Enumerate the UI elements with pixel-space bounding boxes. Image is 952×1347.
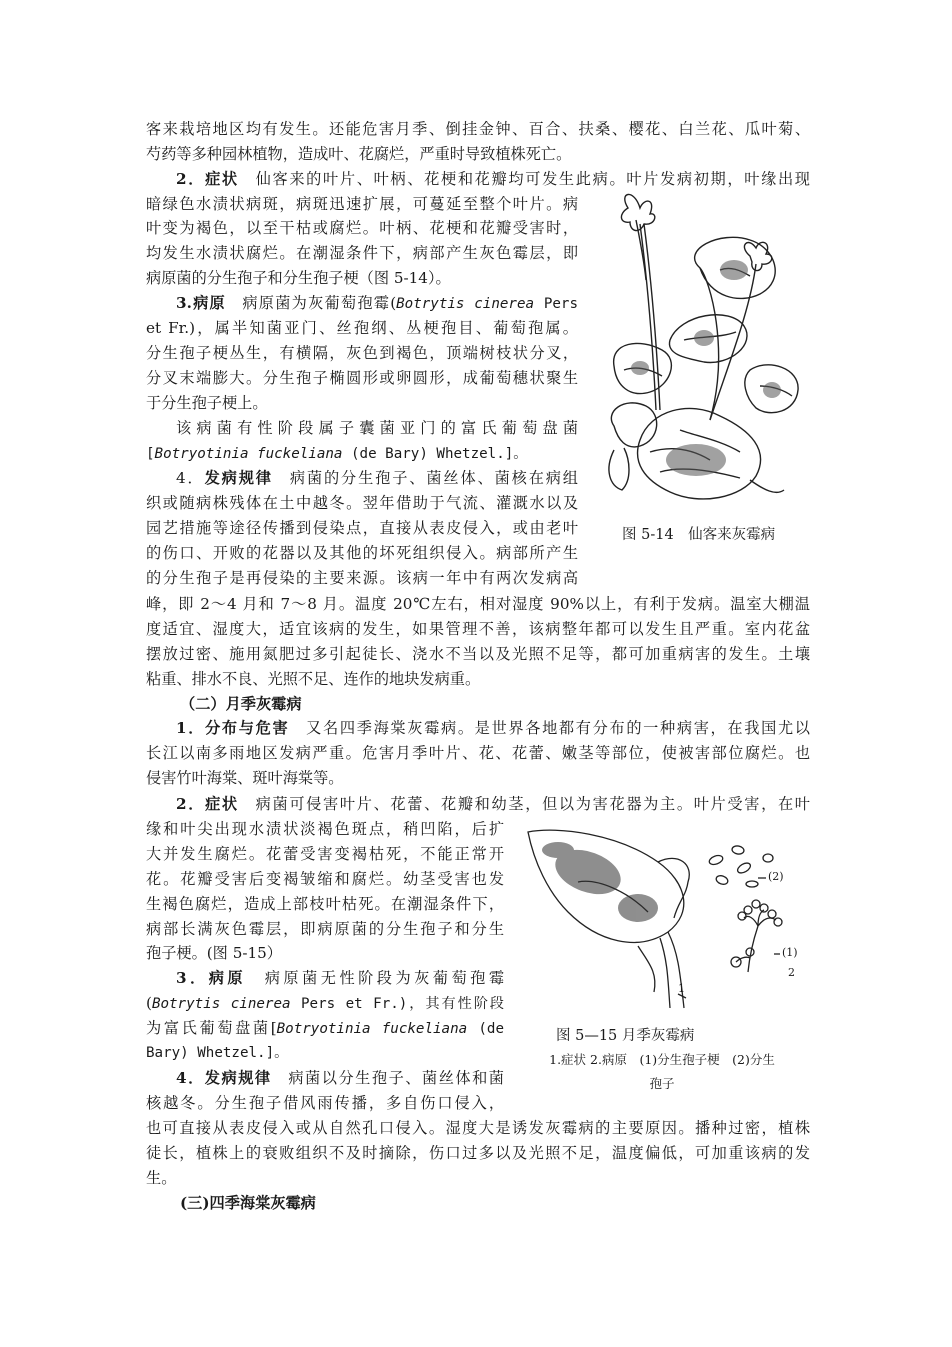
text-span: ( (146, 994, 152, 1012)
paragraph-line: 核越冬。分生孢子借风雨传播，多自伤口侵入， (146, 1094, 504, 1112)
paragraph-line: 粘重、排水不良、光照不足、连作的地块发病重。 (146, 670, 481, 688)
paragraph-line: 度适宜、湿度大，适宜该病的发生，如果管理不善，该病整年都可以发生且严重。室内花盆 (146, 620, 810, 638)
section-label: 3.病原 (176, 294, 226, 312)
paragraph-line: 均发生水渍状腐烂。在潮湿条件下，病部产生灰色霉层，即 (146, 244, 578, 262)
latin-name: Botryotinia fuckeliana (276, 1021, 468, 1037)
paragraph-line (146, 291, 578, 316)
text-span: [ (146, 446, 155, 462)
section-label: 2．症状 (176, 170, 239, 188)
paragraph-line (146, 792, 810, 816)
figure-label: (2) (768, 870, 784, 883)
figure-label: (1) (782, 946, 798, 959)
text-span: 病菌以分生孢子、菌丝体和菌 (271, 1069, 504, 1087)
section-label: 3．病原 (176, 969, 247, 987)
paragraph-line: 峰，即 2～4 月和 7～8 月。温度 20℃左右，相对湿度 90%以上，有利于发病。温室大棚温 (146, 595, 810, 613)
paragraph-line: 也可直接从表皮侵入或从自然孔口侵入。湿度大是诱发灰霉病的主要原因。播种过密，植株 (146, 1119, 810, 1137)
figure-label: 2 (788, 966, 795, 979)
paragraph-line: 客来栽培地区均有发生。还能危害月季、倒挂金钟、百合、扶桑、樱花、白兰花、瓜叶菊、 (146, 120, 810, 138)
section-label: 4．发病规律 (176, 1069, 272, 1087)
paragraph-line: 于分生孢子梗上。 (146, 394, 268, 412)
paragraph-line: 该病菌有性阶段属子囊菌亚门的富氏葡萄盘菌 (176, 419, 578, 437)
rose-gray-mold-illustration (518, 822, 808, 1018)
paragraph-line: 生。 (146, 1169, 177, 1187)
text-span: 仙客来的叶片、叶柄、花梗和花瓣均可发生此病。叶片发病初期，叶缘出现 (238, 170, 810, 188)
text-span: (de Bary) Whetzel.]。 (342, 446, 528, 462)
section-label: 2．症状 (176, 795, 239, 813)
text-span: 病原菌为灰葡萄孢霉( (225, 294, 397, 312)
section-label: 发病规律 (204, 469, 273, 487)
paragraph-line: 分叉末端膨大。分生孢子椭圆形或卵圆形，成葡萄穗状聚生 (146, 369, 578, 387)
paragraph-line: 大并发生腐烂。花蕾受害变褐枯死，不能正常开 (146, 845, 504, 863)
paragraph-line: 的分生孢子是再侵染的主要来源。该病一年中有两次发病高 (146, 569, 578, 587)
paragraph-line: 长江以南多雨地区发病严重。危害月季叶片、花、花蕾、嫩茎等部位，使被害部位腐烂。也 (146, 744, 810, 762)
paragraph-line: 侵害竹叶海棠、斑叶海棠等。 (146, 769, 344, 787)
paragraph-line: 生褐色腐烂，造成上部枝叶枯死。在潮湿条件下， (146, 895, 504, 913)
paragraph-line: 孢子梗。(图 5-15） (146, 944, 282, 962)
paragraph-line: 织或随病株残体在土中越冬。翌年借助于气流、灌溉水以及 (146, 494, 578, 512)
paragraph-line (146, 466, 578, 490)
latin-name: Botryotinia fuckeliana (154, 446, 343, 462)
section-label: 1．分布与危害 (176, 719, 290, 737)
paragraph-line: 园艺措施等途径传播到侵染点，直接从表皮侵入，或由老叶 (146, 519, 578, 537)
paragraph-line (146, 1066, 504, 1090)
paragraph-line: 缘和叶尖出现水渍状淡褐色斑点，稍凹陷，后扩 (146, 820, 504, 838)
text-span: (de (467, 1021, 504, 1037)
section-heading: (三)四季海棠灰霉病 (180, 1194, 316, 1212)
text-span: 病菌的分生孢子、菌丝体、菌核在病组 (272, 469, 578, 487)
figure-label: 1 (678, 982, 685, 995)
text-span: 病菌可侵害叶片、花蕾、花瓣和幼茎，但以为害花器为主。叶片受害，在叶 (238, 795, 810, 813)
text-span: 病原菌无性阶段为灰葡萄孢霉 (246, 969, 504, 987)
paragraph-line: 花。花瓣受害后变褐皱缩和腐烂。幼茎受害也发 (146, 870, 504, 888)
text-span: 为富氏葡萄盘菌[ (146, 1019, 277, 1037)
latin-name: Botrytis cinerea (151, 996, 291, 1012)
paragraph-line (146, 966, 504, 990)
paragraph-line: 分生孢子梗丛生，有横隔，灰色到褐色，顶端树枝状分叉， (146, 344, 578, 362)
text-span: Pers et Fr.)，其有性阶段 (290, 996, 504, 1012)
paragraph-line (146, 991, 504, 1016)
text-span: 4． (176, 469, 205, 487)
paragraph-line: 暗绿色水渍状病斑，病斑迅速扩展，可蔓延至整个叶片。病 (146, 195, 578, 213)
paragraph-line: 病部长满灰色霉层，即病原菌的分生孢子和分生 (146, 920, 504, 938)
latin-name: Botrytis cinerea (396, 296, 535, 312)
paragraph-line (146, 716, 810, 740)
paragraph-line: 的伤口、开败的花器以及其他的坏死组织侵入。病部所产生 (146, 544, 578, 562)
figure-subcaption: 1.症状 2.病原 (1)分生孢子梗 (2)分生 (549, 1052, 775, 1067)
section-heading: （二）月季灰霉病 (180, 695, 302, 713)
paragraph-line (146, 1016, 504, 1041)
figure-caption: 图 5—15 月季灰霉病 (556, 1028, 695, 1044)
paragraph-line: 病原菌的分生孢子和分生孢子梗（图 5-14）。 (146, 269, 451, 287)
paragraph-line (146, 167, 810, 191)
paragraph-line: 芍药等多种园林植物，造成叶、花腐烂，严重时导致植株死亡。 (146, 145, 572, 163)
text-span: Pers (534, 296, 578, 312)
paragraph-line: 叶变为褐色，以至干枯或腐烂。叶柄、花梗和花瓣受害时， (146, 219, 578, 237)
cyclamen-illustration (600, 190, 810, 510)
figure-caption: 图 5-14 仙客来灰霉病 (622, 527, 776, 543)
paragraph-line: 徒长，植株上的衰败组织不及时摘除，伤口过多以及光照不足，温度偏低，可加重该病的发 (146, 1144, 810, 1162)
paragraph-line (146, 441, 578, 466)
figure-subcaption: 孢子 (649, 1076, 675, 1091)
text-span: 又名四季海棠灰霉病。是世界各地都有分布的一种病害，在我国尤以 (289, 719, 810, 737)
paragraph-line: 摆放过密、施用氮肥过多引起徒长、浇水不当以及光照不足等，都可加重病害的发生。土壤 (146, 645, 810, 663)
paragraph-line: Bary) Whetzel.]。 (146, 1045, 289, 1061)
paragraph-line: et Fr.)，属半知菌亚门、丝孢纲、丛梗孢目、葡萄孢属。 (146, 319, 578, 337)
